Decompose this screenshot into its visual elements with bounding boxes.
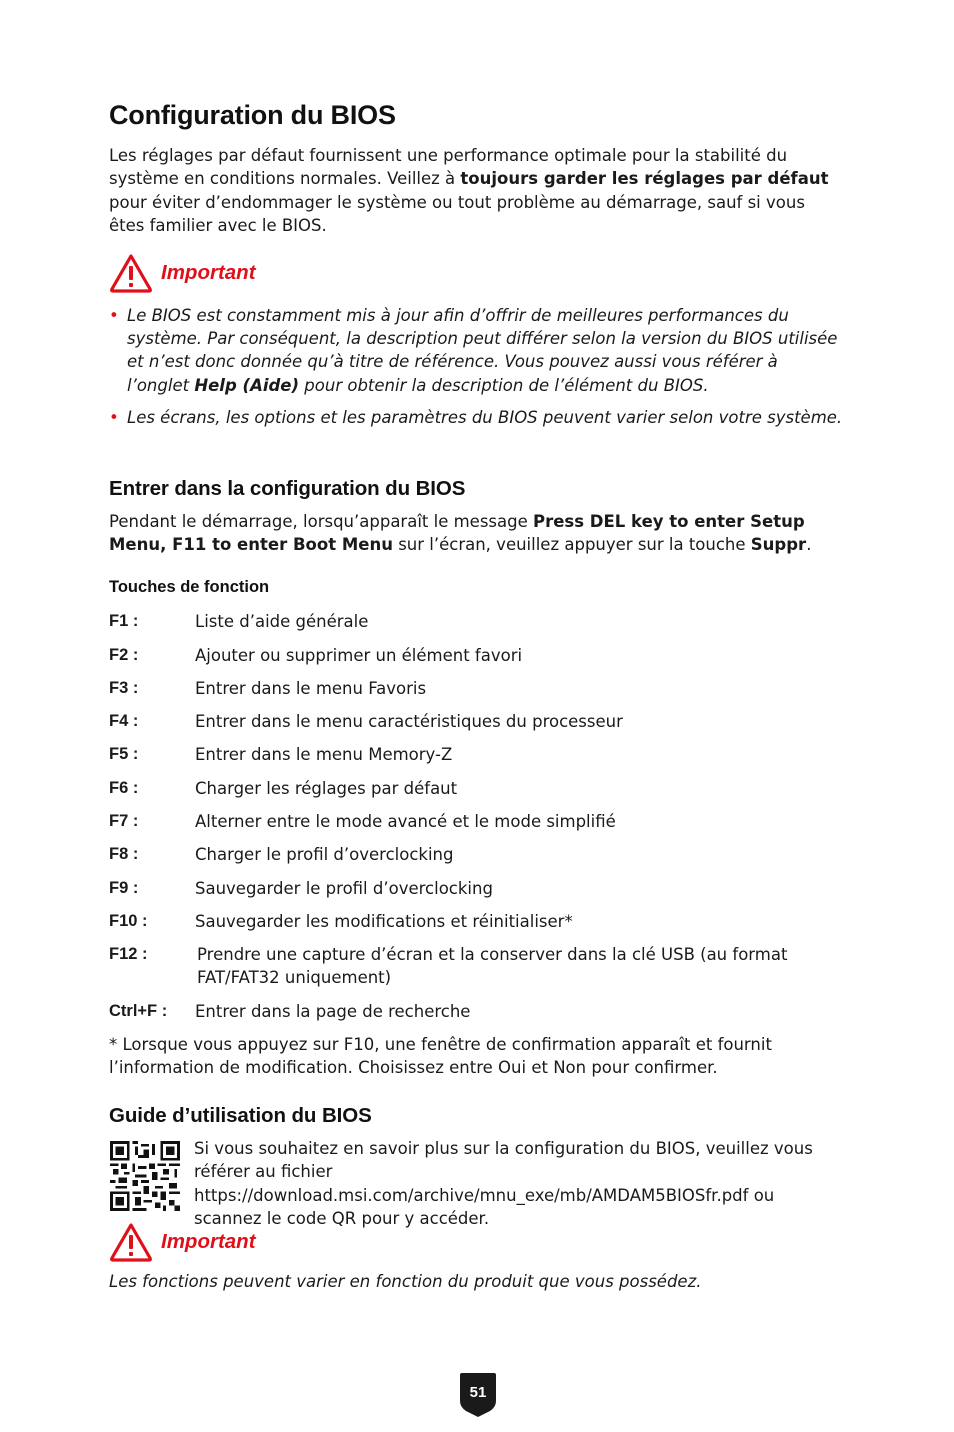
key-label: F12 :: [109, 945, 148, 963]
key-label: Ctrl+F :: [109, 1002, 168, 1020]
key-description: Charger le profil d’overclocking: [195, 845, 454, 864]
guide-paragraph: Si vous souhaitez en savoir plus sur la configuration du BIOS, veuillez vous référer au fichier https://download.msi.com/archive/mnu_exe/mb/AMDAM5BIOSfr.pdf ou scannez le code QR pour y accéder.: [194, 1139, 813, 1228]
important-label: Important: [161, 261, 256, 284]
key-description: Liste d’aide générale: [195, 612, 369, 631]
key-description: Entrer dans le menu caractéristiques du processeur: [195, 712, 623, 731]
key-label: F7 :: [109, 812, 139, 830]
key-label: F10 :: [109, 912, 148, 930]
enter-paragraph: [109, 510, 829, 557]
key-label: F2 :: [109, 646, 139, 664]
enter-bold-message: Press DEL key to enter Setup Menu, F11 to enter Boot Menu: [109, 512, 805, 555]
qr-code-icon: [110, 1141, 180, 1211]
key-description: Sauvegarder le profil d’overclocking: [195, 879, 493, 898]
enter-text-end: .: [806, 535, 812, 555]
enter-text: Pendant le démarrage, lorsqu’apparaît le message: [109, 512, 533, 531]
key-description: Entrer dans le menu Favoris: [195, 679, 427, 698]
section-heading-enter: Entrer dans la configuration du BIOS: [109, 477, 466, 500]
key-label: F4 :: [109, 712, 139, 730]
key-label: F1 :: [109, 612, 139, 630]
important-header-2: [109, 1222, 256, 1262]
warning-icon: [109, 253, 153, 293]
key-description: Prendre une capture d’écran et la conserver dans la clé USB (au format FAT/FAT32 uniquement): [197, 945, 788, 988]
intro-text-end: pour éviter d’endommager le système ou tout problème au démarrage, sauf si vous êtes familier avec le BIOS.: [109, 192, 805, 235]
bullet-text: Les écrans, les options et les paramètres du BIOS peuvent varier selon votre système.: [127, 408, 843, 427]
intro-paragraph: [109, 144, 839, 237]
key-label: F6 :: [109, 779, 139, 797]
key-label: F5 :: [109, 745, 139, 763]
bullet-bold-text: Help (Aide): [194, 375, 300, 395]
bullet-text-end: pour obtenir la description de l’élément du BIOS.: [299, 375, 709, 395]
important-note: Les fonctions peuvent varier en fonction du produit que vous possédez.: [109, 1272, 702, 1291]
important-bullet-2: [109, 406, 844, 429]
bullet-mark: •: [109, 408, 119, 427]
bullet-text: Le BIOS est constamment mis à jour afin d’offrir de meilleures performances du système. Par conséquent, la description peut différer selon la version du BIOS utilisée et n’est donc donnée qu’à titre de référence. Vous pouvez aussi vous référer à l’onglet: [127, 306, 838, 395]
footnote: * Lorsque vous appuyez sur F10, une fenêtre de confirmation apparaît et fournit l’information de modification. Choisissez entre Oui et Non pour confirmer.: [109, 1035, 772, 1078]
key-description: Sauvegarder les modifications et réinitialiser*: [195, 912, 573, 931]
key-description: Alterner entre le mode avancé et le mode simplifié: [195, 812, 616, 831]
intro-text: Les réglages par défaut fournissent une performance optimale pour la stabilité du système en conditions normales. Veillez à: [109, 146, 788, 189]
enter-bold-key: Suppr: [750, 535, 807, 555]
key-label: F9 :: [109, 879, 139, 897]
key-description: Entrer dans le menu Memory-Z: [195, 745, 453, 764]
function-keys-heading: Touches de fonction: [109, 578, 270, 596]
intro-bold-text: toujours garder les réglages par défaut: [460, 169, 829, 189]
section-heading-guide: Guide d’utilisation du BIOS: [109, 1104, 372, 1127]
page-number: 51: [469, 1384, 487, 1401]
page-title: Configuration du BIOS: [109, 100, 396, 130]
key-label: F8 :: [109, 845, 139, 863]
warning-icon: [109, 1222, 153, 1262]
key-description: Charger les réglages par défaut: [195, 779, 458, 798]
key-label: F3 :: [109, 679, 139, 697]
key-description: Ajouter ou supprimer un élément favori: [195, 646, 523, 665]
page-number-badge: [458, 1371, 498, 1419]
bullet-mark: •: [109, 306, 119, 325]
important-bullet-1: [109, 304, 844, 397]
enter-text-mid: sur l’écran, veuillez appuyer sur la touche: [392, 535, 751, 555]
key-description: Entrer dans la page de recherche: [195, 1002, 471, 1021]
important-label: Important: [161, 1230, 256, 1253]
important-header-1: [109, 253, 256, 293]
